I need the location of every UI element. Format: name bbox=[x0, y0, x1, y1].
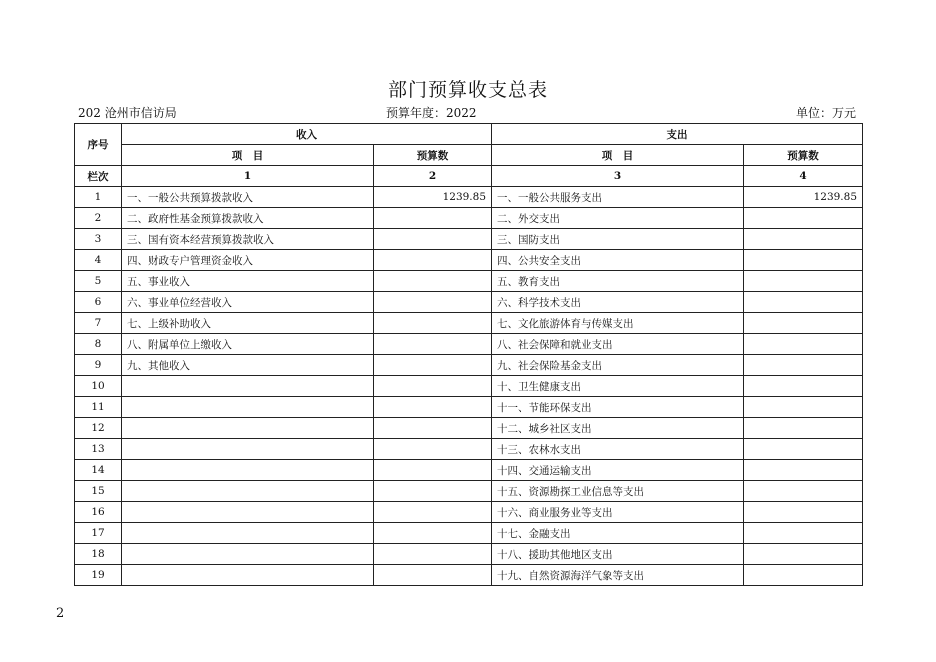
income-amount bbox=[374, 544, 492, 565]
header-seq: 序号 bbox=[75, 124, 122, 166]
income-item bbox=[122, 544, 374, 565]
income-amount bbox=[374, 229, 492, 250]
header-expense-amount: 预算数 bbox=[744, 145, 863, 166]
income-amount bbox=[374, 334, 492, 355]
income-amount bbox=[374, 565, 492, 586]
header-income-item: 项 目 bbox=[122, 145, 374, 166]
income-amount bbox=[374, 271, 492, 292]
income-amount bbox=[374, 208, 492, 229]
row-number: 7 bbox=[75, 313, 122, 334]
expense-item: 八、社会保障和就业支出 bbox=[492, 334, 744, 355]
income-item bbox=[122, 565, 374, 586]
table-row bbox=[75, 376, 863, 397]
expense-item: 十一、节能环保支出 bbox=[492, 397, 744, 418]
table-row bbox=[75, 313, 863, 334]
expense-item: 十三、农林水支出 bbox=[492, 439, 744, 460]
table-row bbox=[75, 187, 863, 208]
row-number: 11 bbox=[75, 397, 122, 418]
income-amount bbox=[374, 250, 492, 271]
row-number: 13 bbox=[75, 439, 122, 460]
expense-item: 一、一般公共服务支出 bbox=[492, 187, 744, 208]
expense-amount bbox=[744, 439, 863, 460]
expense-amount bbox=[744, 250, 863, 271]
table-row bbox=[75, 397, 863, 418]
expense-item: 七、文化旅游体育与传媒支出 bbox=[492, 313, 744, 334]
expense-item: 十、卫生健康支出 bbox=[492, 376, 744, 397]
expense-amount bbox=[744, 313, 863, 334]
index-col-2: 2 bbox=[374, 166, 492, 187]
income-item bbox=[122, 418, 374, 439]
income-item: 六、事业单位经营收入 bbox=[122, 292, 374, 313]
index-row-label: 栏次 bbox=[75, 166, 122, 187]
income-item: 四、财政专户管理资金收入 bbox=[122, 250, 374, 271]
table-row bbox=[75, 271, 863, 292]
table-row bbox=[75, 208, 863, 229]
expense-amount bbox=[744, 376, 863, 397]
income-item: 八、附属单位上缴收入 bbox=[122, 334, 374, 355]
expense-amount bbox=[744, 418, 863, 439]
table-row bbox=[75, 481, 863, 502]
table-row bbox=[75, 334, 863, 355]
table-row bbox=[75, 439, 863, 460]
expense-item: 三、国防支出 bbox=[492, 229, 744, 250]
row-number: 18 bbox=[75, 544, 122, 565]
expense-amount bbox=[744, 271, 863, 292]
income-amount bbox=[374, 439, 492, 460]
index-col-3: 3 bbox=[492, 166, 744, 187]
income-item: 五、事业收入 bbox=[122, 271, 374, 292]
table-row bbox=[75, 544, 863, 565]
income-amount: 1239.85 bbox=[374, 187, 492, 208]
header-income: 收入 bbox=[122, 124, 492, 145]
income-item bbox=[122, 523, 374, 544]
expense-item: 十八、援助其他地区支出 bbox=[492, 544, 744, 565]
income-item bbox=[122, 439, 374, 460]
income-amount bbox=[374, 460, 492, 481]
index-col-1: 1 bbox=[122, 166, 374, 187]
income-amount bbox=[374, 292, 492, 313]
income-item: 七、上级补助收入 bbox=[122, 313, 374, 334]
expense-amount bbox=[744, 544, 863, 565]
page-number: 2 bbox=[56, 606, 65, 621]
income-item bbox=[122, 502, 374, 523]
row-number: 2 bbox=[75, 208, 122, 229]
income-amount bbox=[374, 397, 492, 418]
expense-amount bbox=[744, 565, 863, 586]
income-item: 三、国有资本经营预算拨款收入 bbox=[122, 229, 374, 250]
budget-table bbox=[74, 123, 863, 586]
expense-item: 六、科学技术支出 bbox=[492, 292, 744, 313]
income-item bbox=[122, 481, 374, 502]
index-col-4: 4 bbox=[744, 166, 863, 187]
table-row bbox=[75, 460, 863, 481]
expense-item: 十九、自然资源海洋气象等支出 bbox=[492, 565, 744, 586]
table-row bbox=[75, 502, 863, 523]
income-item bbox=[122, 376, 374, 397]
row-number: 3 bbox=[75, 229, 122, 250]
expense-amount bbox=[744, 397, 863, 418]
table-row bbox=[75, 229, 863, 250]
expense-amount bbox=[744, 229, 863, 250]
row-number: 14 bbox=[75, 460, 122, 481]
row-number: 5 bbox=[75, 271, 122, 292]
income-item: 二、政府性基金预算拨款收入 bbox=[122, 208, 374, 229]
expense-amount bbox=[744, 208, 863, 229]
table-row bbox=[75, 355, 863, 376]
expense-item: 十七、金融支出 bbox=[492, 523, 744, 544]
income-amount bbox=[374, 418, 492, 439]
income-item bbox=[122, 397, 374, 418]
expense-item: 十四、交通运输支出 bbox=[492, 460, 744, 481]
income-amount bbox=[374, 481, 492, 502]
row-number: 12 bbox=[75, 418, 122, 439]
expense-item: 十六、商业服务业等支出 bbox=[492, 502, 744, 523]
expense-amount bbox=[744, 355, 863, 376]
table-row bbox=[75, 523, 863, 544]
income-amount bbox=[374, 502, 492, 523]
row-number: 8 bbox=[75, 334, 122, 355]
income-amount bbox=[374, 355, 492, 376]
expense-amount bbox=[744, 481, 863, 502]
expense-item: 二、外交支出 bbox=[492, 208, 744, 229]
expense-amount: 1239.85 bbox=[744, 187, 863, 208]
table-row bbox=[75, 292, 863, 313]
row-number: 9 bbox=[75, 355, 122, 376]
expense-amount bbox=[744, 334, 863, 355]
expense-amount bbox=[744, 292, 863, 313]
expense-item: 九、社会保险基金支出 bbox=[492, 355, 744, 376]
page-title: 部门预算收支总表 bbox=[387, 79, 548, 101]
budget-year: 预算年度：2022 bbox=[386, 106, 477, 120]
income-item: 九、其他收入 bbox=[122, 355, 374, 376]
row-number: 15 bbox=[75, 481, 122, 502]
expense-amount bbox=[744, 460, 863, 481]
row-number: 4 bbox=[75, 250, 122, 271]
unit-name: 202 沧州市信访局 bbox=[78, 106, 177, 120]
row-number: 1 bbox=[75, 187, 122, 208]
income-amount bbox=[374, 376, 492, 397]
expense-item: 四、公共安全支出 bbox=[492, 250, 744, 271]
income-item: 一、一般公共预算拨款收入 bbox=[122, 187, 374, 208]
income-item bbox=[122, 460, 374, 481]
header-expense: 支出 bbox=[492, 124, 863, 145]
expense-amount bbox=[744, 502, 863, 523]
table-row bbox=[75, 250, 863, 271]
row-number: 16 bbox=[75, 502, 122, 523]
expense-amount bbox=[744, 523, 863, 544]
expense-item: 十五、资源勘探工业信息等支出 bbox=[492, 481, 744, 502]
row-number: 17 bbox=[75, 523, 122, 544]
income-amount bbox=[374, 313, 492, 334]
table-row bbox=[75, 565, 863, 586]
table-row bbox=[75, 418, 863, 439]
row-number: 6 bbox=[75, 292, 122, 313]
expense-item: 五、教育支出 bbox=[492, 271, 744, 292]
header-expense-item: 项 目 bbox=[492, 145, 744, 166]
expense-item: 十二、城乡社区支出 bbox=[492, 418, 744, 439]
currency-unit: 单位：万元 bbox=[795, 106, 856, 120]
header-income-amount: 预算数 bbox=[374, 145, 492, 166]
row-number: 10 bbox=[75, 376, 122, 397]
income-amount bbox=[374, 523, 492, 544]
row-number: 19 bbox=[75, 565, 122, 586]
